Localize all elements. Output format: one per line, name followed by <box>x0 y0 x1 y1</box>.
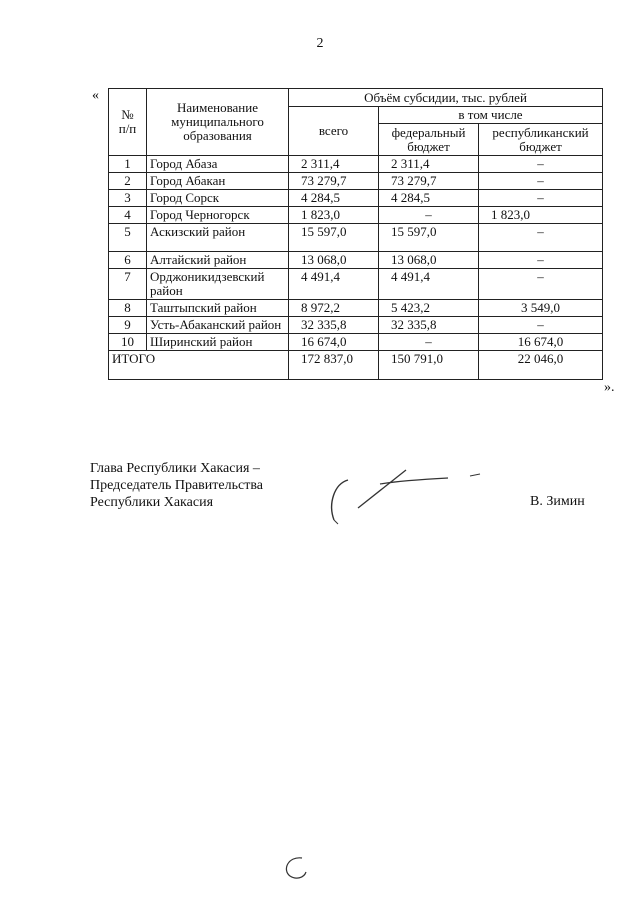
row-total: 4 491,4 <box>289 269 379 300</box>
row-total: 2 311,4 <box>289 156 379 173</box>
row-number: 5 <box>109 224 147 252</box>
row-number: 2 <box>109 173 147 190</box>
row-republic: 16 674,0 <box>479 334 603 351</box>
row-name: Усть-Абаканский район <box>147 317 289 334</box>
total-label: ИТОГО <box>109 351 289 380</box>
row-federal: 4 491,4 <box>379 269 479 300</box>
row-total: 16 674,0 <box>289 334 379 351</box>
row-federal: 2 311,4 <box>379 156 479 173</box>
row-republic: – <box>479 173 603 190</box>
row-total: 8 972,2 <box>289 300 379 317</box>
row-federal: 73 279,7 <box>379 173 479 190</box>
header-federal: федеральный бюджет <box>379 124 479 156</box>
signature-line: Председатель Правительства <box>90 478 263 493</box>
initials-mark-icon <box>278 852 318 884</box>
row-number: 1 <box>109 156 147 173</box>
header-volume: Объём субсидии, тыс. рублей <box>289 89 603 107</box>
table-row <box>109 190 603 207</box>
row-name: Орджоникидзевский район <box>147 269 289 300</box>
table-row <box>109 207 603 224</box>
row-number: 7 <box>109 269 147 300</box>
row-name: Город Абакан <box>147 173 289 190</box>
row-republic: – <box>479 252 603 269</box>
signature-line: Глава Республики Хакасия – <box>90 461 260 476</box>
closing-quote: ». <box>604 380 615 395</box>
row-federal: 15 597,0 <box>379 224 479 252</box>
row-republic: – <box>479 317 603 334</box>
row-name: Алтайский район <box>147 252 289 269</box>
table-row <box>109 156 603 173</box>
header-republic: республиканский бюджет <box>479 124 603 156</box>
row-republic: – <box>479 190 603 207</box>
row-federal: – <box>379 334 479 351</box>
table-row <box>109 252 603 269</box>
row-federal: 5 423,2 <box>379 300 479 317</box>
table-row <box>109 224 603 252</box>
row-number: 9 <box>109 317 147 334</box>
table-total-row <box>109 351 603 380</box>
row-name: Город Черногорск <box>147 207 289 224</box>
row-name: Таштыпский район <box>147 300 289 317</box>
table-row <box>109 317 603 334</box>
row-republic: 1 823,0 <box>479 207 603 224</box>
row-total: 1 823,0 <box>289 207 379 224</box>
handwritten-signature-icon <box>320 462 500 532</box>
signer-name: В. Зимин <box>530 494 585 509</box>
row-republic: – <box>479 224 603 252</box>
row-total: 15 597,0 <box>289 224 379 252</box>
table-row <box>109 173 603 190</box>
row-total: 32 335,8 <box>289 317 379 334</box>
row-number: 4 <box>109 207 147 224</box>
row-name: Город Абаза <box>147 156 289 173</box>
total-republic: 22 046,0 <box>479 351 603 380</box>
row-federal: – <box>379 207 479 224</box>
row-federal: 13 068,0 <box>379 252 479 269</box>
row-name: Город Сорск <box>147 190 289 207</box>
opening-quote: « <box>92 88 99 103</box>
header-total: всего <box>289 107 379 156</box>
row-total: 13 068,0 <box>289 252 379 269</box>
row-republic: – <box>479 269 603 300</box>
table-row <box>109 300 603 317</box>
row-federal: 4 284,5 <box>379 190 479 207</box>
subsidy-table <box>108 88 603 380</box>
row-republic: 3 549,0 <box>479 300 603 317</box>
header-number: № п/п <box>109 89 147 156</box>
row-federal: 32 335,8 <box>379 317 479 334</box>
row-total: 4 284,5 <box>289 190 379 207</box>
header-name: Наименование муниципального образования <box>147 89 289 156</box>
row-number: 10 <box>109 334 147 351</box>
table-row <box>109 334 603 351</box>
row-number: 8 <box>109 300 147 317</box>
row-number: 3 <box>109 190 147 207</box>
total-sum: 172 837,0 <box>289 351 379 380</box>
total-federal: 150 791,0 <box>379 351 479 380</box>
row-number: 6 <box>109 252 147 269</box>
signature-line: Республики Хакасия <box>90 495 214 510</box>
header-including: в том числе <box>379 107 603 124</box>
row-total: 73 279,7 <box>289 173 379 190</box>
row-name: Аскизский район <box>147 224 289 252</box>
table-row <box>109 269 603 300</box>
row-name: Ширинский район <box>147 334 289 351</box>
signature-title <box>90 460 263 511</box>
row-republic: – <box>479 156 603 173</box>
page-number: 2 <box>316 36 324 51</box>
